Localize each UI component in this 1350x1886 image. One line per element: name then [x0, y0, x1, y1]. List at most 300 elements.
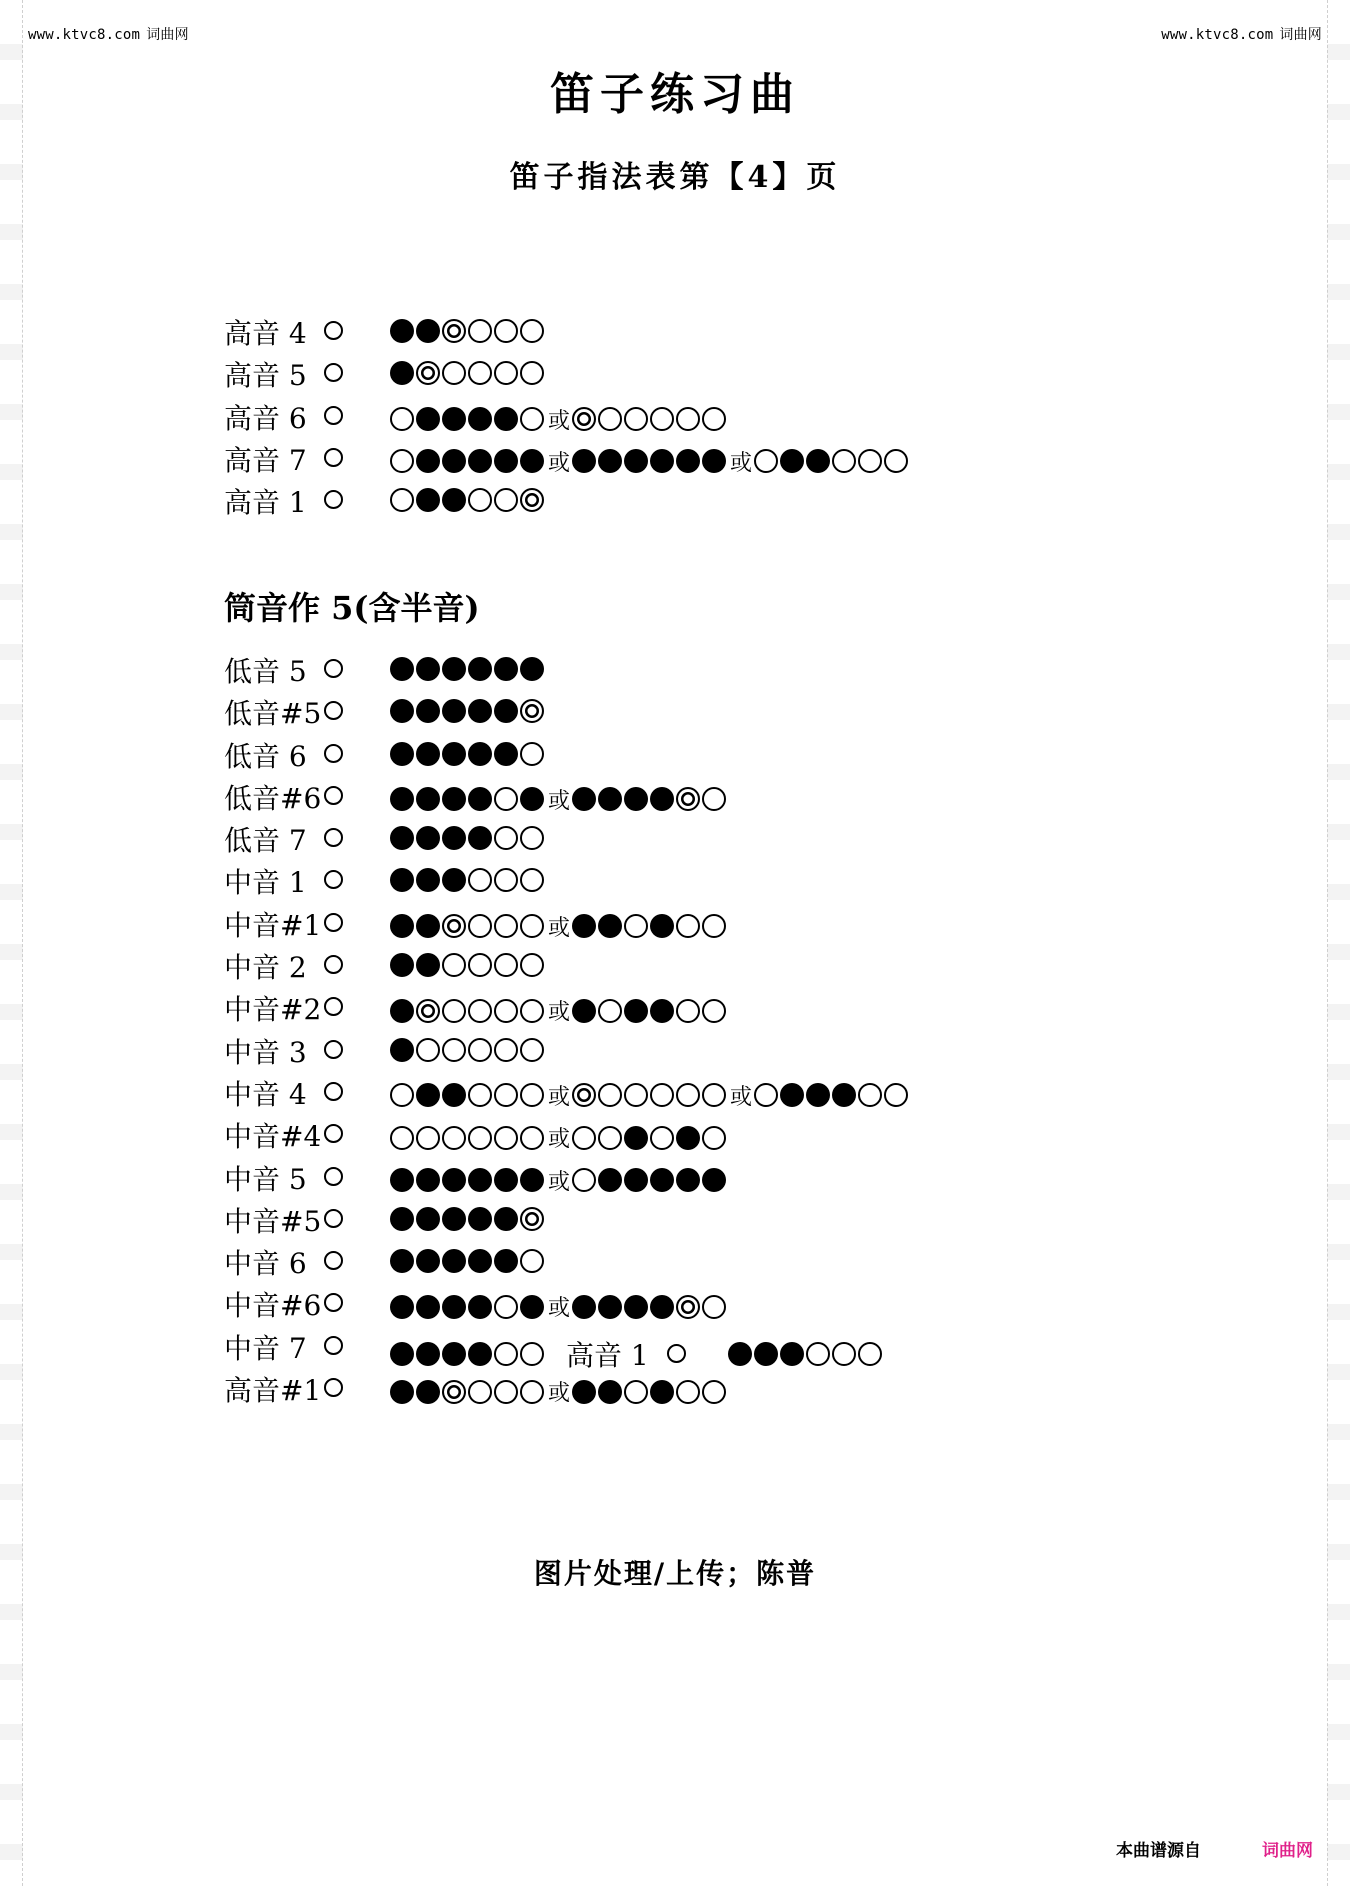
- open-hole-icon: [390, 407, 414, 431]
- open-hole-icon: [494, 1083, 518, 1107]
- open-hole-icon: [494, 999, 518, 1023]
- fingering-pattern: [390, 1249, 546, 1273]
- open-hole-icon: [650, 1083, 674, 1107]
- footer-source-text: 本曲谱源自: [1116, 1841, 1201, 1861]
- blow-hole-icon: [667, 1344, 686, 1363]
- blow-hole-icon: [324, 406, 343, 425]
- half-hole-icon: [442, 914, 466, 938]
- or-separator: 或: [548, 1084, 571, 1110]
- site-url-link[interactable]: www.ktvc8.com: [28, 27, 141, 43]
- open-hole-icon: [754, 1083, 778, 1107]
- open-hole-icon: [858, 449, 882, 473]
- blow-hole-icon: [324, 1040, 343, 1059]
- left-margin-watermark-strip: [0, 0, 23, 1886]
- note-label: 中音 1: [224, 866, 307, 900]
- closed-hole-icon: [572, 914, 596, 938]
- open-hole-icon: [390, 1083, 414, 1107]
- open-hole-icon: [390, 488, 414, 512]
- half-hole-icon: [572, 407, 596, 431]
- blow-hole-icon: [324, 997, 343, 1016]
- closed-hole-icon: [468, 1295, 492, 1319]
- open-hole-icon: [676, 999, 700, 1023]
- open-hole-icon: [702, 1295, 726, 1319]
- fingering-pattern: [390, 995, 728, 1026]
- note-label: 中音#5: [224, 1204, 322, 1238]
- blow-hole-icon: [324, 828, 343, 847]
- note-label: 高音#1: [224, 1374, 322, 1408]
- closed-hole-icon: [390, 826, 414, 850]
- closed-hole-icon: [806, 1083, 830, 1107]
- closed-hole-icon: [416, 319, 440, 343]
- blow-hole-icon: [324, 701, 343, 720]
- closed-hole-icon: [624, 1295, 648, 1319]
- open-hole-icon: [520, 319, 544, 343]
- closed-hole-icon: [416, 826, 440, 850]
- open-hole-icon: [442, 953, 466, 977]
- closed-hole-icon: [468, 742, 492, 766]
- half-hole-icon: [520, 488, 544, 512]
- closed-hole-icon: [468, 826, 492, 850]
- closed-hole-icon: [442, 1207, 466, 1231]
- note-label: 中音 2: [224, 951, 307, 985]
- closed-hole-icon: [390, 787, 414, 811]
- note-label: 高音 1: [224, 486, 307, 520]
- closed-hole-icon: [390, 1295, 414, 1319]
- closed-hole-icon: [442, 1249, 466, 1273]
- open-hole-icon: [520, 742, 544, 766]
- closed-hole-icon: [390, 657, 414, 681]
- site-url-link[interactable]: www.ktvc8.com: [1161, 27, 1274, 43]
- closed-hole-icon: [650, 1295, 674, 1319]
- closed-hole-icon: [442, 1342, 466, 1366]
- closed-hole-icon: [416, 1342, 440, 1366]
- half-hole-icon: [520, 1207, 544, 1231]
- blow-hole-icon: [324, 870, 343, 889]
- half-hole-icon: [416, 999, 440, 1023]
- closed-hole-icon: [494, 407, 518, 431]
- open-hole-icon: [468, 953, 492, 977]
- closed-hole-icon: [650, 1380, 674, 1404]
- or-separator: 或: [548, 1169, 571, 1195]
- open-hole-icon: [494, 826, 518, 850]
- open-hole-icon: [442, 999, 466, 1023]
- closed-hole-icon: [572, 1380, 596, 1404]
- closed-hole-icon: [390, 1342, 414, 1366]
- open-hole-icon: [468, 1038, 492, 1062]
- note-label: 中音 3: [224, 1035, 307, 1069]
- closed-hole-icon: [572, 787, 596, 811]
- closed-hole-icon: [676, 1168, 700, 1192]
- closed-hole-icon: [390, 1207, 414, 1231]
- closed-hole-icon: [806, 449, 830, 473]
- fingering-pattern: [390, 953, 546, 977]
- closed-hole-icon: [468, 449, 492, 473]
- fingering-pattern: [390, 784, 728, 815]
- closed-hole-icon: [468, 1249, 492, 1273]
- open-hole-icon: [468, 319, 492, 343]
- open-hole-icon: [520, 953, 544, 977]
- closed-hole-icon: [390, 699, 414, 723]
- blow-hole-icon: [324, 913, 343, 932]
- fingering-pattern: [390, 826, 546, 850]
- open-hole-icon: [676, 914, 700, 938]
- right-margin-watermark-strip: [1327, 0, 1350, 1886]
- closed-hole-icon: [416, 1249, 440, 1273]
- closed-hole-icon: [416, 407, 440, 431]
- closed-hole-icon: [468, 657, 492, 681]
- credit-line: 图片处理/上传；陈普: [533, 1557, 817, 1590]
- note-label: 高音 7: [224, 443, 307, 477]
- closed-hole-icon: [390, 1380, 414, 1404]
- note-label: 高音 1: [566, 1338, 649, 1372]
- closed-hole-icon: [416, 1380, 440, 1404]
- closed-hole-icon: [442, 1295, 466, 1319]
- fingering-pattern: [390, 1165, 728, 1196]
- site-name: 词曲网: [1279, 27, 1322, 43]
- open-hole-icon: [650, 1126, 674, 1150]
- open-hole-icon: [624, 914, 648, 938]
- open-hole-icon: [702, 407, 726, 431]
- note-label: 低音 7: [224, 824, 307, 858]
- open-hole-icon: [520, 1083, 544, 1107]
- fingering-pattern: [390, 488, 546, 512]
- open-hole-icon: [702, 999, 726, 1023]
- closed-hole-icon: [416, 657, 440, 681]
- or-separator: 或: [730, 1084, 753, 1110]
- open-hole-icon: [520, 1342, 544, 1366]
- open-hole-icon: [520, 826, 544, 850]
- open-hole-icon: [754, 449, 778, 473]
- section-title: 筒音作 5(含半音): [224, 589, 480, 627]
- open-hole-icon: [624, 407, 648, 431]
- fingering-pattern: [390, 1291, 728, 1322]
- closed-hole-icon: [624, 787, 648, 811]
- blow-hole-icon: [324, 1251, 343, 1270]
- blow-hole-icon: [324, 1082, 343, 1101]
- closed-hole-icon: [832, 1083, 856, 1107]
- closed-hole-icon: [494, 699, 518, 723]
- open-hole-icon: [468, 868, 492, 892]
- closed-hole-icon: [416, 914, 440, 938]
- or-separator: 或: [548, 1381, 571, 1407]
- note-label: 中音 5: [224, 1162, 307, 1196]
- fingering-pattern: [390, 868, 546, 892]
- fingering-pattern: [390, 446, 910, 477]
- closed-hole-icon: [780, 1083, 804, 1107]
- blow-hole-icon: [324, 363, 343, 382]
- open-hole-icon: [624, 1380, 648, 1404]
- or-separator: 或: [548, 915, 571, 941]
- open-hole-icon: [598, 1083, 622, 1107]
- open-hole-icon: [494, 953, 518, 977]
- closed-hole-icon: [468, 787, 492, 811]
- closed-hole-icon: [468, 407, 492, 431]
- blow-hole-icon: [324, 1293, 343, 1312]
- open-hole-icon: [520, 1126, 544, 1150]
- closed-hole-icon: [468, 1207, 492, 1231]
- open-hole-icon: [468, 1380, 492, 1404]
- closed-hole-icon: [598, 1380, 622, 1404]
- open-hole-icon: [520, 361, 544, 385]
- page-title: 笛子练习曲: [550, 69, 800, 120]
- open-hole-icon: [468, 488, 492, 512]
- closed-hole-icon: [442, 657, 466, 681]
- closed-hole-icon: [416, 1207, 440, 1231]
- closed-hole-icon: [390, 361, 414, 385]
- open-hole-icon: [676, 1083, 700, 1107]
- half-hole-icon: [442, 319, 466, 343]
- open-hole-icon: [702, 1380, 726, 1404]
- closed-hole-icon: [650, 914, 674, 938]
- closed-hole-icon: [442, 742, 466, 766]
- or-separator: 或: [548, 1127, 571, 1153]
- open-hole-icon: [520, 1249, 544, 1273]
- note-label: 低音 5: [224, 655, 307, 688]
- open-hole-icon: [520, 1380, 544, 1404]
- closed-hole-icon: [442, 787, 466, 811]
- closed-hole-icon: [780, 449, 804, 473]
- closed-hole-icon: [494, 742, 518, 766]
- open-hole-icon: [520, 914, 544, 938]
- open-hole-icon: [416, 1038, 440, 1062]
- closed-hole-icon: [650, 999, 674, 1023]
- closed-hole-icon: [572, 449, 596, 473]
- open-hole-icon: [468, 361, 492, 385]
- closed-hole-icon: [624, 1168, 648, 1192]
- closed-hole-icon: [598, 1295, 622, 1319]
- or-separator: 或: [548, 1000, 571, 1026]
- closed-hole-icon: [442, 449, 466, 473]
- or-separator: 或: [730, 450, 753, 476]
- closed-hole-icon: [494, 1249, 518, 1273]
- closed-hole-icon: [390, 914, 414, 938]
- half-hole-icon: [676, 1295, 700, 1319]
- closed-hole-icon: [416, 488, 440, 512]
- open-hole-icon: [468, 914, 492, 938]
- site-name: 词曲网: [146, 27, 189, 43]
- or-separator: 或: [548, 408, 571, 434]
- half-hole-icon: [416, 361, 440, 385]
- fingering-pattern: [390, 1080, 910, 1111]
- open-hole-icon: [494, 1038, 518, 1062]
- closed-hole-icon: [390, 742, 414, 766]
- closed-hole-icon: [390, 953, 414, 977]
- closed-hole-icon: [390, 1038, 414, 1062]
- note-label: 中音#1: [224, 908, 322, 942]
- closed-hole-icon: [702, 449, 726, 473]
- note-label: 低音 6: [224, 739, 307, 773]
- or-separator: 或: [548, 1296, 571, 1322]
- open-hole-icon: [624, 1083, 648, 1107]
- closed-hole-icon: [780, 1342, 804, 1366]
- closed-hole-icon: [442, 1168, 466, 1192]
- open-hole-icon: [442, 361, 466, 385]
- closed-hole-icon: [494, 449, 518, 473]
- blow-hole-icon: [324, 955, 343, 974]
- closed-hole-icon: [520, 449, 544, 473]
- blow-hole-icon: [324, 786, 343, 805]
- closed-hole-icon: [416, 742, 440, 766]
- closed-hole-icon: [468, 1342, 492, 1366]
- closed-hole-icon: [598, 914, 622, 938]
- closed-hole-icon: [728, 1342, 752, 1366]
- blow-hole-icon: [324, 1124, 343, 1143]
- note-label: 高音 6: [224, 401, 307, 435]
- open-hole-icon: [390, 1126, 414, 1150]
- open-hole-icon: [416, 1126, 440, 1150]
- closed-hole-icon: [416, 1168, 440, 1192]
- note-label: 低音#6: [224, 781, 322, 815]
- open-hole-icon: [598, 999, 622, 1023]
- note-label: 中音#2: [224, 993, 322, 1027]
- closed-hole-icon: [442, 488, 466, 512]
- half-hole-icon: [520, 699, 544, 723]
- open-hole-icon: [494, 1342, 518, 1366]
- open-hole-icon: [390, 449, 414, 473]
- closed-hole-icon: [442, 826, 466, 850]
- closed-hole-icon: [442, 1083, 466, 1107]
- closed-hole-icon: [702, 1168, 726, 1192]
- blow-hole-icon: [324, 448, 343, 467]
- blow-hole-icon: [324, 1336, 343, 1355]
- closed-hole-icon: [494, 1168, 518, 1192]
- closed-hole-icon: [650, 787, 674, 811]
- open-hole-icon: [520, 868, 544, 892]
- note-label: 中音#4: [224, 1120, 322, 1154]
- closed-hole-icon: [650, 1168, 674, 1192]
- open-hole-icon: [832, 449, 856, 473]
- blow-hole-icon: [324, 1378, 343, 1397]
- fingering-pattern: [390, 911, 728, 942]
- footer-brand-link[interactable]: 词曲网: [1262, 1841, 1313, 1861]
- closed-hole-icon: [416, 868, 440, 892]
- closed-hole-icon: [676, 1126, 700, 1150]
- open-hole-icon: [494, 319, 518, 343]
- fingering-pattern: [390, 1334, 884, 1374]
- open-hole-icon: [572, 1126, 596, 1150]
- closed-hole-icon: [390, 1168, 414, 1192]
- open-hole-icon: [650, 407, 674, 431]
- open-hole-icon: [468, 999, 492, 1023]
- closed-hole-icon: [416, 953, 440, 977]
- open-hole-icon: [676, 1380, 700, 1404]
- open-hole-icon: [598, 407, 622, 431]
- open-hole-icon: [494, 1380, 518, 1404]
- closed-hole-icon: [468, 699, 492, 723]
- fingering-pattern: [390, 1376, 728, 1407]
- note-label: 中音#6: [224, 1289, 322, 1323]
- note-label: 中音 4: [224, 1077, 307, 1111]
- fingering-pattern: [390, 404, 728, 435]
- open-hole-icon: [858, 1342, 882, 1366]
- closed-hole-icon: [416, 1295, 440, 1319]
- closed-hole-icon: [520, 657, 544, 681]
- or-separator: 或: [548, 450, 571, 476]
- open-hole-icon: [702, 1083, 726, 1107]
- fingering-pattern: [390, 361, 546, 385]
- or-separator: 或: [548, 788, 571, 814]
- open-hole-icon: [858, 1083, 882, 1107]
- open-hole-icon: [442, 1038, 466, 1062]
- blow-hole-icon: [324, 490, 343, 509]
- closed-hole-icon: [520, 1295, 544, 1319]
- half-hole-icon: [572, 1083, 596, 1107]
- blow-hole-icon: [324, 1209, 343, 1228]
- closed-hole-icon: [624, 449, 648, 473]
- closed-hole-icon: [494, 657, 518, 681]
- open-hole-icon: [494, 488, 518, 512]
- open-hole-icon: [884, 449, 908, 473]
- open-hole-icon: [468, 1083, 492, 1107]
- header-left: [28, 24, 189, 44]
- closed-hole-icon: [390, 868, 414, 892]
- closed-hole-icon: [624, 999, 648, 1023]
- closed-hole-icon: [754, 1342, 778, 1366]
- closed-hole-icon: [598, 787, 622, 811]
- closed-hole-icon: [598, 1168, 622, 1192]
- closed-hole-icon: [624, 1126, 648, 1150]
- open-hole-icon: [442, 1126, 466, 1150]
- fingering-pattern: [390, 1038, 546, 1062]
- closed-hole-icon: [494, 1207, 518, 1231]
- closed-hole-icon: [390, 999, 414, 1023]
- half-hole-icon: [442, 1380, 466, 1404]
- closed-hole-icon: [520, 787, 544, 811]
- header-right: [1161, 24, 1322, 44]
- closed-hole-icon: [442, 699, 466, 723]
- blow-hole-icon: [324, 321, 343, 340]
- note-label: 高音 5: [224, 359, 307, 393]
- blow-hole-icon: [324, 744, 343, 763]
- fingering-pattern: [390, 319, 546, 343]
- closed-hole-icon: [416, 1083, 440, 1107]
- fingering-pattern: [390, 657, 546, 681]
- closed-hole-icon: [676, 449, 700, 473]
- closed-hole-icon: [650, 449, 674, 473]
- open-hole-icon: [520, 1038, 544, 1062]
- open-hole-icon: [598, 1126, 622, 1150]
- closed-hole-icon: [468, 1168, 492, 1192]
- closed-hole-icon: [572, 1295, 596, 1319]
- open-hole-icon: [702, 787, 726, 811]
- open-hole-icon: [806, 1342, 830, 1366]
- closed-hole-icon: [390, 1249, 414, 1273]
- open-hole-icon: [572, 1168, 596, 1192]
- closed-hole-icon: [572, 999, 596, 1023]
- closed-hole-icon: [442, 868, 466, 892]
- closed-hole-icon: [442, 407, 466, 431]
- blow-hole-icon: [324, 1167, 343, 1186]
- closed-hole-icon: [416, 449, 440, 473]
- blow-hole-icon: [324, 659, 343, 678]
- fingering-pattern: [390, 1207, 546, 1231]
- open-hole-icon: [520, 999, 544, 1023]
- open-hole-icon: [468, 1126, 492, 1150]
- fingering-pattern: [390, 742, 546, 766]
- note-label: 低音#5: [224, 697, 322, 731]
- open-hole-icon: [494, 787, 518, 811]
- open-hole-icon: [702, 914, 726, 938]
- closed-hole-icon: [416, 699, 440, 723]
- open-hole-icon: [494, 914, 518, 938]
- fingering-pattern: [390, 699, 546, 723]
- note-label: 高音 4: [224, 317, 307, 350]
- note-label: 中音 6: [224, 1247, 307, 1281]
- open-hole-icon: [494, 361, 518, 385]
- open-hole-icon: [520, 407, 544, 431]
- note-label: 中音 7: [224, 1331, 307, 1365]
- half-hole-icon: [676, 787, 700, 811]
